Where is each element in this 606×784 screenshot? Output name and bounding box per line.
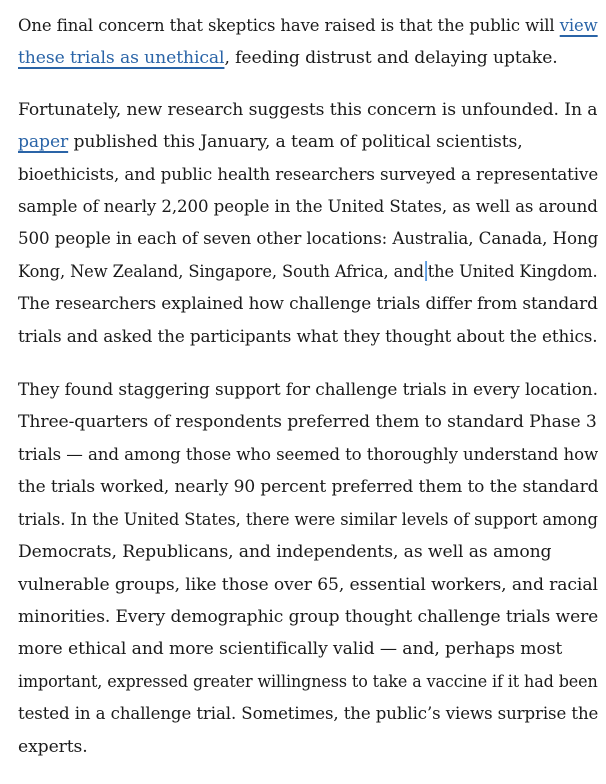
text-line: more ethical and more scientifically valid — and, perhaps most [18, 639, 563, 660]
text-line [18, 256, 598, 288]
link-view-these-trials-as-unethical[interactable]: view [559, 16, 598, 36]
paragraph [18, 94, 598, 353]
text-fragment: the United Kingdom. [427, 261, 598, 282]
text-line [18, 126, 598, 158]
text-cursor [425, 261, 427, 281]
text-fragment: Kong, New Zealand, Singapore, South Africa, and [18, 261, 424, 282]
text-line [18, 10, 598, 42]
paragraph [18, 374, 598, 763]
text-line: important, expressed greater willingness to take a vaccine if it had been [18, 671, 598, 692]
text-line: experts. [18, 736, 88, 757]
text-line: the trials worked, nearly 90 percent preferred them to the standard [18, 477, 599, 498]
text-fragment: One final concern that skeptics have raised is that the public will [18, 16, 560, 36]
text-line: trials. In the United States, there were similar levels of support among [18, 509, 598, 530]
paragraph [18, 10, 598, 75]
text-line: Fortunately, new research suggests this concern is unfounded. In a [18, 99, 598, 120]
text-line [18, 42, 598, 74]
text-fragment: published this January, a team of political scientists, [68, 132, 523, 153]
text-line: They found staggering support for challenge trials in every location. [18, 380, 598, 401]
text-line: Three-quarters of respondents preferred them to standard Phase 3 [18, 412, 597, 433]
text-line: Democrats, Republicans, and independents, as well as among [18, 542, 552, 563]
link-view-these-trials-as-unethical-continued[interactable]: these trials as unethical [18, 48, 225, 69]
link-paper[interactable]: paper [18, 132, 69, 153]
text-fragment: , feeding distrust and delaying uptake. [224, 48, 558, 69]
text-line: vulnerable groups, like those over 65, essential workers, and racial [18, 574, 598, 595]
text-line: trials and asked the participants what they thought about the ethics. [18, 326, 598, 347]
text-line: The researchers explained how challenge trials differ from standard [18, 294, 598, 315]
text-line: trials — and among those who seemed to thoroughly understand how [18, 444, 599, 465]
text-line: 500 people in each of seven other locations: Australia, Canada, Hong [18, 229, 599, 250]
article-body [18, 10, 598, 784]
text-line: bioethicists, and public health researchers surveyed a representative [18, 164, 599, 185]
text-line: minorities. Every demographic group thought challenge trials were [18, 606, 599, 627]
text-line: sample of nearly 2,200 people in the United States, as well as around [18, 197, 598, 218]
text-line: tested in a challenge trial. Sometimes, the public’s views surprise the [18, 704, 599, 725]
